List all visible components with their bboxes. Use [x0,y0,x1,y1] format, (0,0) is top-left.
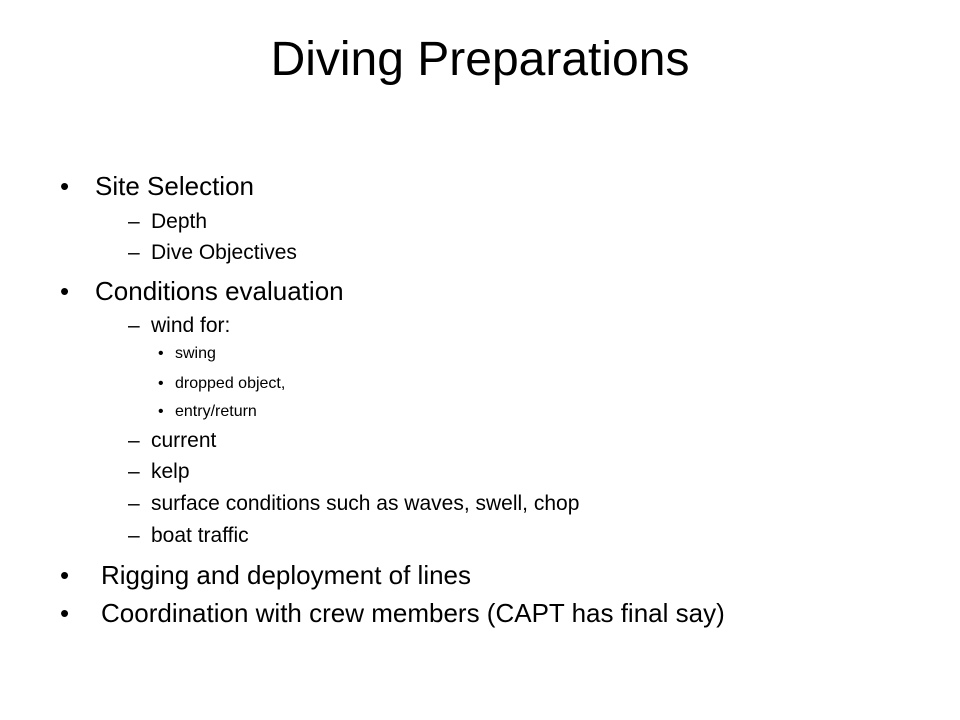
dash-marker: – [128,524,140,547]
sub-item-text: current [151,429,217,452]
bullet-marker: • [60,276,70,306]
bullet-marker: • [158,403,164,420]
bullet-marker: • [60,560,70,590]
slide-title: Diving Preparations [270,33,690,86]
dash-marker: – [128,429,140,452]
bullet-marker: • [60,171,70,201]
sub-sub-item-text: swing [175,345,216,362]
dash-marker: – [128,314,140,337]
sub-item-text: kelp [151,460,190,483]
bullet-text: Coordination with crew members (CAPT has final say) [101,598,725,628]
bullet-marker: • [158,375,164,392]
sub-sub-item-text: entry/return [175,403,257,420]
sub-item-text: wind for: [151,314,231,337]
bullet-text: Site Selection [95,171,254,201]
dash-marker: – [128,210,140,233]
dash-marker: – [128,460,140,483]
sub-item-text: surface conditions such as waves, swell, chop [151,492,580,515]
sub-item-text: Depth [151,210,208,233]
sub-item-text: boat traffic [151,524,249,547]
dash-marker: – [128,241,140,264]
sub-item-text: Dive Objectives [151,241,297,264]
bullet-text: Rigging and deployment of lines [101,560,472,590]
bullet-marker: • [60,598,70,628]
sub-sub-item-text: dropped object, [175,375,286,392]
bullet-marker: • [158,345,164,362]
dash-marker: – [128,492,140,515]
bullet-text: Conditions evaluation [95,276,344,306]
